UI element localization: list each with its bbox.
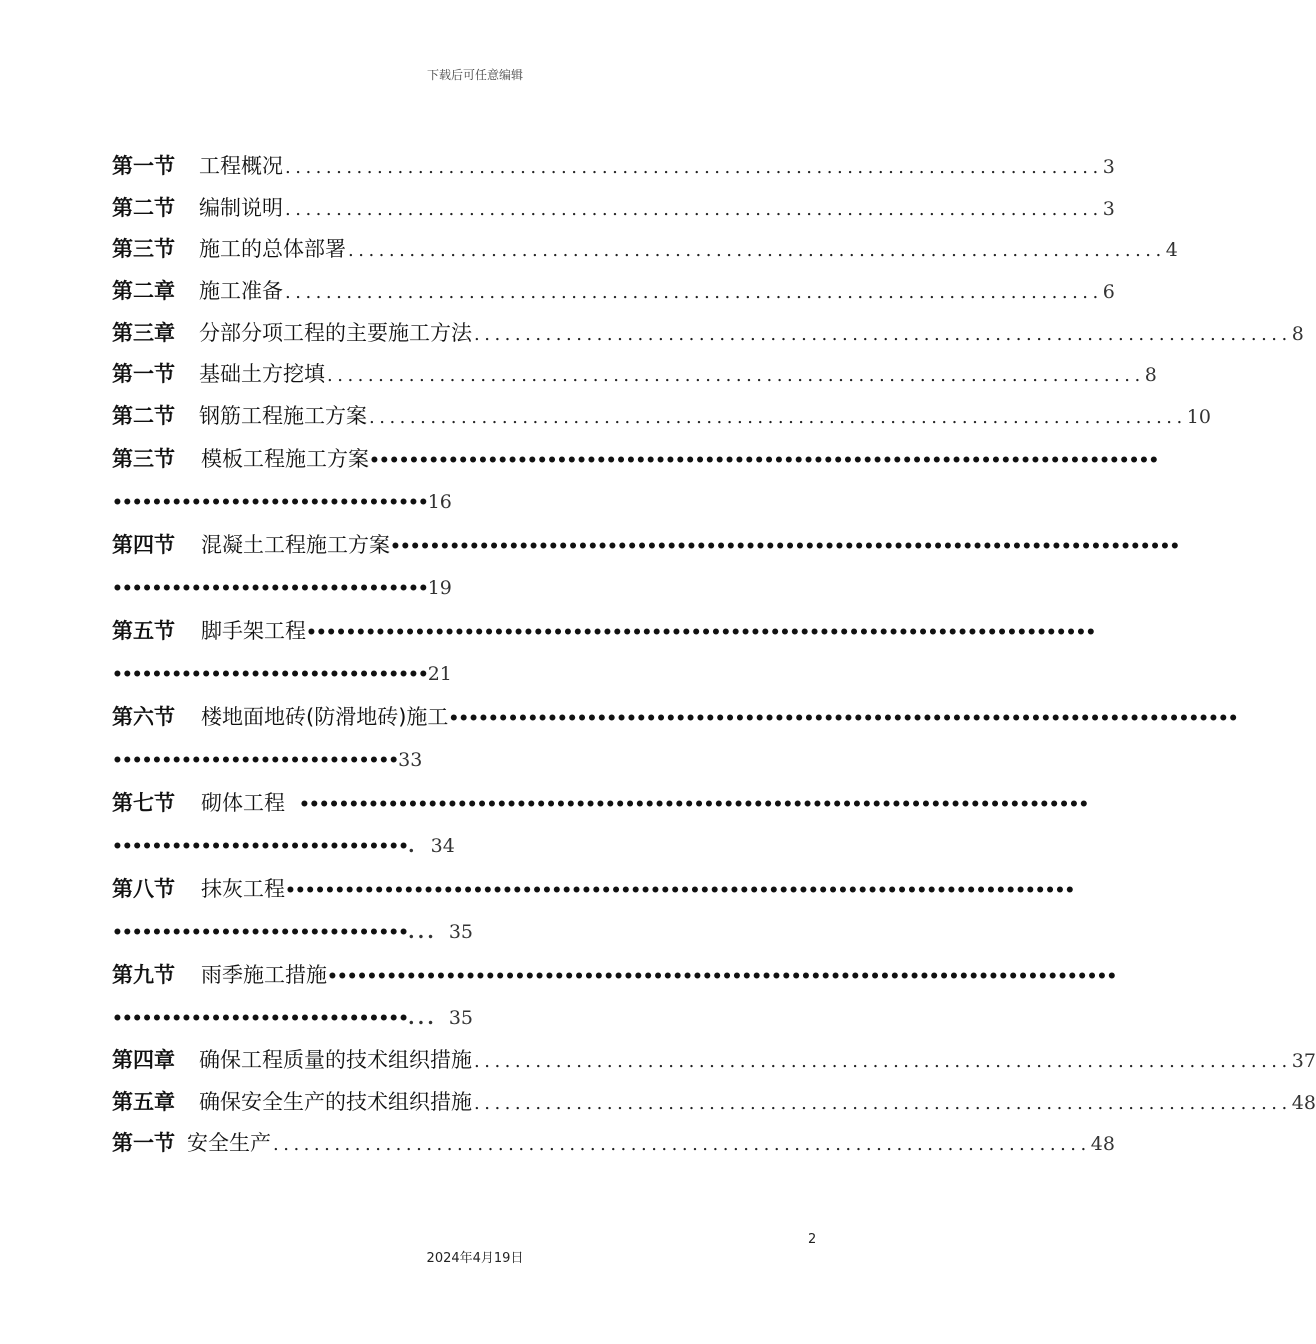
toc-title: 确保工程质量的技术组织措施 xyxy=(199,1047,472,1072)
footer-date: 2024年4月19日 xyxy=(426,1251,524,1266)
toc-title: 安全生产 xyxy=(187,1131,271,1156)
toc-label: 第九节 xyxy=(112,962,175,987)
dot-leader: ................................................................................ xyxy=(285,157,1103,178)
toc-page-number: 8 xyxy=(1144,364,1157,387)
bullet-leader: •••••••••••••••••••••••••••••••••••••••••••••••••••••••••••••••••••••••••••••••• xyxy=(306,622,1096,643)
toc-page-number: 8 xyxy=(1291,322,1304,345)
dot-leader: ................................................................................ xyxy=(474,323,1292,345)
toc-entry[interactable] xyxy=(112,146,1115,188)
toc-title: 工程概况 xyxy=(199,154,283,178)
toc-label: 第二章 xyxy=(112,279,175,304)
toc-title: 施工准备 xyxy=(199,279,283,304)
toc-page-number: 34 xyxy=(430,834,455,857)
toc-title: 脚手架工程 xyxy=(201,618,306,643)
toc-page-number: 3 xyxy=(1102,156,1115,178)
toc-page-number: 19 xyxy=(427,576,452,599)
toc-label: 第三节 xyxy=(112,446,175,471)
toc-entry-continuation[interactable] xyxy=(112,911,818,954)
bullet-leader: •••••••••••••••••••••••••••••••••••••••••••••••••••••••••••••••••••••••••••••••• xyxy=(448,708,1238,729)
toc-label: 第二节 xyxy=(112,195,175,220)
bullet-leader: •••••••••••••••••••••••••••••••• xyxy=(112,664,428,685)
toc-entry[interactable] xyxy=(112,396,1211,438)
toc-entry[interactable] xyxy=(112,868,1075,911)
dot-leader: ................................................................................ xyxy=(273,1134,1091,1156)
dot-leader: ................................................................................ xyxy=(285,282,1103,304)
toc-title: 分部分项工程的主要施工方法 xyxy=(199,320,472,345)
toc-page-number: 48 xyxy=(1090,1133,1115,1156)
page-header: 下载后可任意编辑 xyxy=(426,68,523,82)
toc-label: 第五节 xyxy=(112,618,175,643)
toc-title: 混凝土工程施工方案 xyxy=(201,532,390,557)
toc-entry[interactable] xyxy=(112,354,1157,396)
toc-page-number: 21 xyxy=(427,662,452,685)
toc-entry[interactable] xyxy=(112,696,1238,739)
toc-leader-tail: ... xyxy=(407,1006,437,1029)
toc-page-number: 35 xyxy=(448,1006,474,1029)
dot-leader: ................................................................................ xyxy=(285,198,1103,220)
footer-page-number: 2 xyxy=(808,1232,817,1247)
toc-entry-continuation[interactable] xyxy=(112,567,818,610)
toc-entry[interactable] xyxy=(112,954,1117,997)
toc-label: 第八节 xyxy=(112,876,175,901)
toc-entry[interactable] xyxy=(112,229,1178,271)
bullet-leader: •••••••••••••••••••••••••••••• xyxy=(112,922,408,943)
toc-label: 第七节 xyxy=(112,790,175,815)
toc-title: 砌体工程 xyxy=(201,790,285,815)
toc-entry[interactable] xyxy=(112,610,1096,653)
bullet-leader: •••••••••••••••••••••••••••••••••••••••••••••••••••••••••••••••••••••••••••••••• xyxy=(390,536,1180,557)
bullet-leader: •••••••••••••••••••••••••••••••••••••••••••••••••••••••••••••••••••••••••••••••• xyxy=(285,880,1075,901)
toc-page-number: 10 xyxy=(1186,406,1211,429)
toc-entry-continuation[interactable] xyxy=(112,739,818,782)
toc-label: 第六节 xyxy=(112,704,175,729)
dot-leader: ................................................................................ xyxy=(348,240,1166,262)
toc-title: 基础土方挖填 xyxy=(199,362,325,387)
toc-label: 第三章 xyxy=(112,320,175,345)
toc-title: 楼地面地砖(防滑地砖)施工 xyxy=(201,704,449,729)
toc-title: 施工的总体部署 xyxy=(199,237,346,262)
bullet-leader: •••••••••••••••••••••••••••••••••••••••••••••••••••••••••••••••••••••••••••••••• xyxy=(327,966,1117,987)
toc-label: 第一节 xyxy=(112,154,175,178)
toc-title: 钢筋工程施工方案 xyxy=(199,404,367,429)
toc-page-number: 48 xyxy=(1291,1091,1316,1114)
toc-entry[interactable] xyxy=(112,1082,1316,1124)
toc-entry[interactable] xyxy=(112,271,1115,313)
toc-title: 编制说明 xyxy=(199,195,283,220)
bullet-leader: •••••••••••••••••••••••••••••• xyxy=(112,836,408,857)
toc-page-number: 35 xyxy=(448,920,474,943)
toc-entry[interactable] xyxy=(112,782,1089,825)
toc-label: 第五章 xyxy=(112,1089,175,1114)
toc-page-number: 37 xyxy=(1291,1049,1316,1072)
toc-page-number: 6 xyxy=(1102,281,1115,304)
toc-label: 第四章 xyxy=(112,1047,175,1072)
toc-entry[interactable] xyxy=(112,313,1304,355)
dot-leader: ................................................................................ xyxy=(474,1092,1292,1114)
toc-label: 第一节 xyxy=(112,1131,175,1156)
toc-entry[interactable] xyxy=(112,188,1115,230)
toc-entry-continuation[interactable] xyxy=(112,481,818,524)
bullet-leader: •••••••••••••••••••••••••••••••••••••••••••••••••••••••••••••••••••••••••••••••• xyxy=(299,794,1089,815)
dot-leader: ................................................................................ xyxy=(327,365,1145,387)
toc-label: 第一节 xyxy=(112,362,175,387)
toc-title: 确保安全生产的技术组织措施 xyxy=(199,1089,472,1114)
toc-entry[interactable] xyxy=(112,438,1159,481)
toc-page-number: 16 xyxy=(427,490,452,513)
toc-leader-tail: ... xyxy=(407,920,437,943)
toc-entry-continuation[interactable] xyxy=(112,825,818,868)
toc-title: 抹灰工程 xyxy=(201,876,285,901)
toc-leader-tail: . xyxy=(407,834,415,857)
toc-page-number: 33 xyxy=(398,748,423,771)
dot-leader: ................................................................................ xyxy=(369,407,1187,429)
bullet-leader: •••••••••••••••••••••••••••••••• xyxy=(112,578,428,599)
toc-title: 雨季施工措施 xyxy=(201,962,327,987)
toc-label: 第四节 xyxy=(112,532,175,557)
bullet-leader: •••••••••••••••••••••••••••••••••••••••••••••••••••••••••••••••••••••••••••••••• xyxy=(369,450,1159,471)
bullet-leader: ••••••••••••••••••••••••••••• xyxy=(112,750,399,771)
toc-page-number: 3 xyxy=(1102,197,1115,220)
table-of-contents xyxy=(112,146,1316,1165)
toc-label: 第三节 xyxy=(112,237,175,262)
toc-page-number: 4 xyxy=(1165,239,1178,262)
toc-entry-continuation[interactable] xyxy=(112,653,818,696)
bullet-leader: •••••••••••••••••••••••••••••••• xyxy=(112,492,428,513)
toc-entry[interactable] xyxy=(112,524,1180,567)
toc-title: 模板工程施工方案 xyxy=(201,446,369,471)
toc-entry-continuation[interactable] xyxy=(112,997,818,1040)
toc-entry[interactable] xyxy=(112,1040,1316,1082)
dot-leader: ................................................................................ xyxy=(474,1050,1292,1072)
toc-label: 第二节 xyxy=(112,404,175,429)
bullet-leader: •••••••••••••••••••••••••••••• xyxy=(112,1008,408,1029)
toc-entry[interactable] xyxy=(112,1123,1115,1165)
